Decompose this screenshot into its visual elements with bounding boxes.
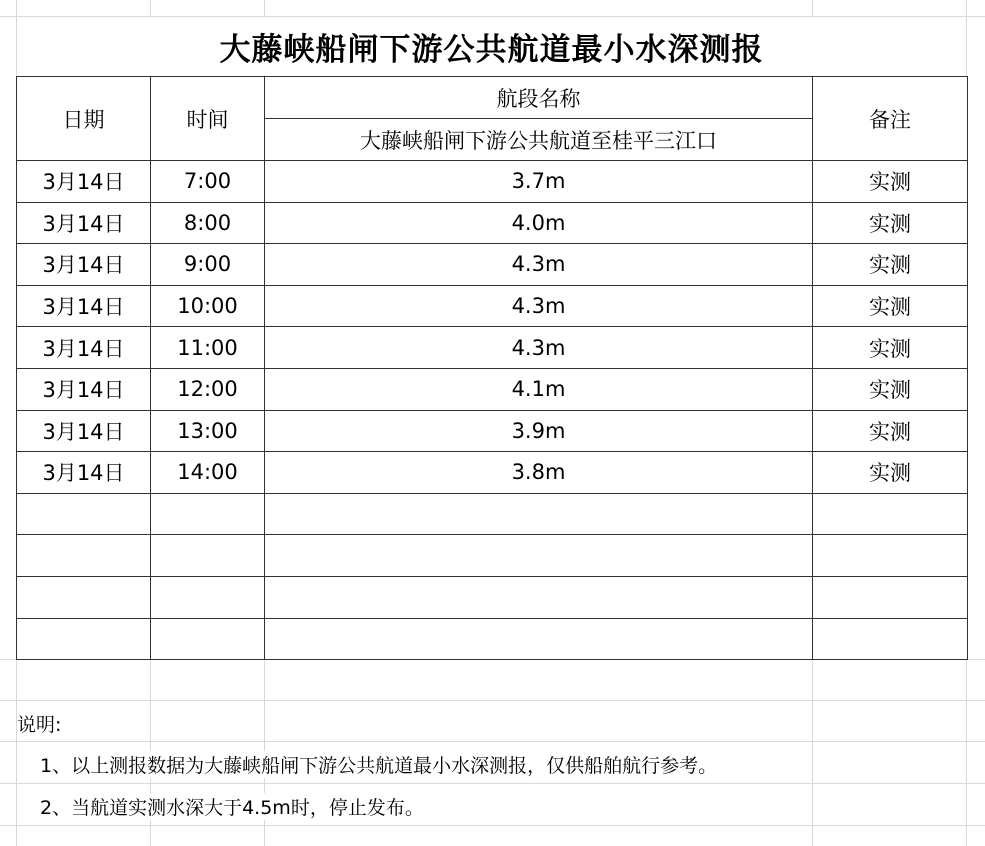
- notes-heading[interactable]: 说明:: [17, 710, 61, 737]
- header-remark[interactable]: 备注: [813, 77, 968, 161]
- note-item-2[interactable]: 2、当航道实测水深大于4.5m时，停止发布。: [40, 793, 424, 820]
- table-row: [17, 161, 968, 203]
- cell-depth[interactable]: [265, 618, 813, 660]
- cell-time[interactable]: [151, 535, 265, 577]
- cell-date[interactable]: 3月14日: [17, 244, 151, 286]
- header-row: [17, 77, 968, 119]
- cell-date[interactable]: [17, 618, 151, 660]
- cell-remark[interactable]: 实测: [813, 202, 968, 244]
- cell-remark[interactable]: [813, 618, 968, 660]
- cell-remark[interactable]: [813, 535, 968, 577]
- table-row: [17, 285, 968, 327]
- cell-time[interactable]: 11:00: [151, 327, 265, 369]
- cell-time[interactable]: 12:00: [151, 368, 265, 410]
- table-row: [17, 202, 968, 244]
- cell-depth[interactable]: [265, 535, 813, 577]
- cell-time[interactable]: 8:00: [151, 202, 265, 244]
- cell-date[interactable]: 3月14日: [17, 410, 151, 452]
- cell-date[interactable]: 3月14日: [17, 452, 151, 494]
- cell-remark[interactable]: 实测: [813, 161, 968, 203]
- cell-depth[interactable]: 4.0m: [265, 202, 813, 244]
- cell-depth[interactable]: [265, 493, 813, 535]
- gridline: [0, 700, 985, 701]
- cell-remark[interactable]: [813, 576, 968, 618]
- header-section-name[interactable]: 大藤峡船闸下游公共航道至桂平三江口: [265, 119, 813, 161]
- cell-time[interactable]: 13:00: [151, 410, 265, 452]
- table-row: [17, 452, 968, 494]
- table-row: [17, 410, 968, 452]
- cell-date[interactable]: [17, 535, 151, 577]
- table-body: [17, 77, 968, 660]
- gridline: [0, 783, 985, 784]
- table-row: [17, 576, 968, 618]
- cell-date[interactable]: 3月14日: [17, 368, 151, 410]
- header-section[interactable]: 航段名称: [265, 77, 813, 119]
- cell-time[interactable]: 10:00: [151, 285, 265, 327]
- depth-report-table: [16, 76, 968, 660]
- cell-depth[interactable]: 3.8m: [265, 452, 813, 494]
- report-title[interactable]: 大藤峡船闸下游公共航道最小水深测报: [17, 17, 966, 75]
- cell-date[interactable]: [17, 493, 151, 535]
- header-date[interactable]: 日期: [17, 77, 151, 161]
- cell-time[interactable]: [151, 618, 265, 660]
- cell-time[interactable]: [151, 493, 265, 535]
- cell-depth[interactable]: 4.3m: [265, 244, 813, 286]
- gridline: [0, 741, 985, 742]
- table-row: [17, 535, 968, 577]
- cell-remark[interactable]: 实测: [813, 452, 968, 494]
- cell-date[interactable]: 3月14日: [17, 161, 151, 203]
- table-row: [17, 244, 968, 286]
- cell-remark[interactable]: 实测: [813, 410, 968, 452]
- cell-depth[interactable]: 3.7m: [265, 161, 813, 203]
- table-row: [17, 368, 968, 410]
- cell-remark[interactable]: 实测: [813, 244, 968, 286]
- cell-time[interactable]: 7:00: [151, 161, 265, 203]
- cell-remark[interactable]: [813, 493, 968, 535]
- cell-time[interactable]: 9:00: [151, 244, 265, 286]
- cell-date[interactable]: 3月14日: [17, 285, 151, 327]
- header-time[interactable]: 时间: [151, 77, 265, 161]
- cell-time[interactable]: 14:00: [151, 452, 265, 494]
- cell-depth[interactable]: [265, 576, 813, 618]
- note-item-1[interactable]: 1、以上测报数据为大藤峡船闸下游公共航道最小水深测报，仅供船舶航行参考。: [40, 751, 717, 778]
- cell-remark[interactable]: 实测: [813, 285, 968, 327]
- cell-date[interactable]: 3月14日: [17, 327, 151, 369]
- table-row: [17, 327, 968, 369]
- cell-date[interactable]: 3月14日: [17, 202, 151, 244]
- cell-depth[interactable]: 4.1m: [265, 368, 813, 410]
- cell-remark[interactable]: 实测: [813, 368, 968, 410]
- table-row: [17, 493, 968, 535]
- cell-depth[interactable]: 4.3m: [265, 285, 813, 327]
- cell-date[interactable]: [17, 576, 151, 618]
- cell-depth[interactable]: 4.3m: [265, 327, 813, 369]
- cell-time[interactable]: [151, 576, 265, 618]
- gridline: [0, 825, 985, 826]
- table-row: [17, 618, 968, 660]
- cell-depth[interactable]: 3.9m: [265, 410, 813, 452]
- cell-remark[interactable]: 实测: [813, 327, 968, 369]
